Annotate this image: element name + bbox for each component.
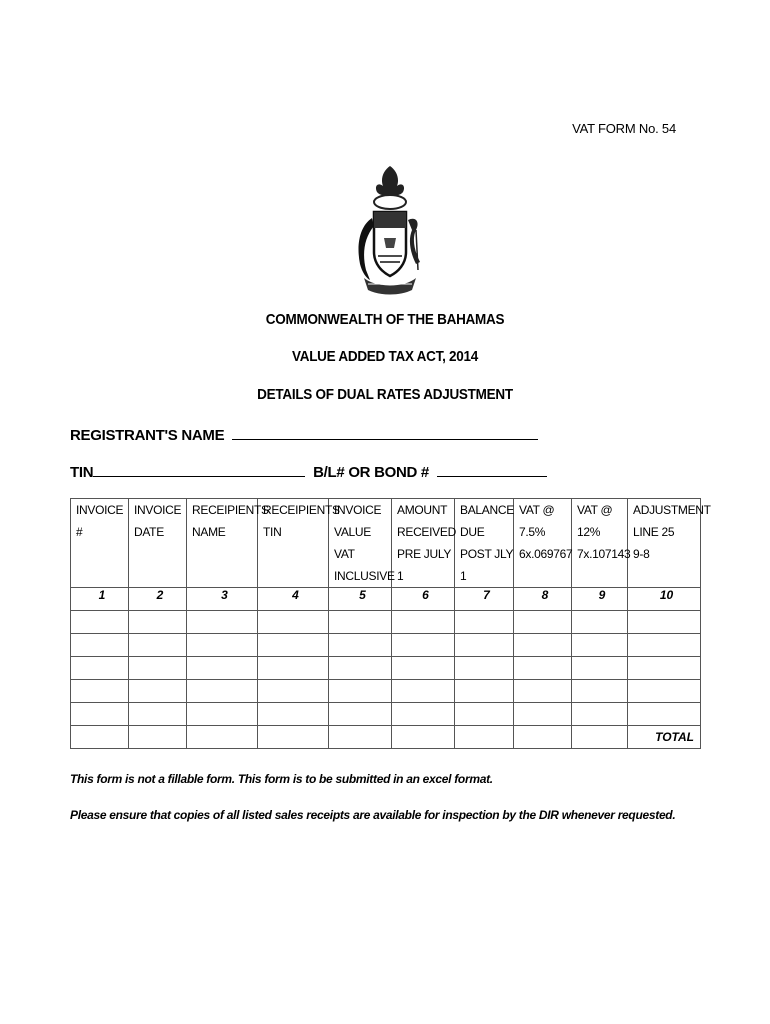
table-cell	[455, 680, 514, 703]
column-header-line: 7x.107143	[577, 547, 631, 561]
column-number-4: 4	[258, 588, 329, 611]
column-header-line: AMOUNT	[397, 503, 448, 517]
table-cell	[455, 634, 514, 657]
table-cell	[392, 726, 455, 749]
table-cell	[514, 703, 572, 726]
table-cell	[329, 680, 392, 703]
form-number: VAT FORM No. 54	[572, 121, 676, 136]
table-cell	[628, 703, 701, 726]
table-cell	[329, 703, 392, 726]
table-cell	[187, 634, 258, 657]
table-cell	[514, 680, 572, 703]
column-header-3	[187, 499, 269, 588]
registrant-name-blank	[232, 425, 538, 440]
registrant-name-row	[70, 425, 538, 444]
table-cell	[71, 611, 129, 634]
heading-commonwealth: COMMONWEALTH OF THE BAHAMAS	[265, 311, 505, 328]
column-header-line: DUE	[460, 525, 485, 539]
column-header-line: POST JLY 1	[460, 547, 513, 583]
coat-of-arms-emblem	[350, 160, 430, 300]
table-cell	[129, 726, 187, 749]
table-cell	[187, 680, 258, 703]
table-cell	[572, 703, 628, 726]
column-header-line: INVOICE	[334, 503, 382, 517]
column-number-2: 2	[129, 588, 187, 611]
table-cell	[628, 611, 701, 634]
table-cell	[514, 726, 572, 749]
table-cell	[628, 634, 701, 657]
column-header-8	[514, 499, 572, 588]
table-cell	[572, 726, 628, 749]
table-cell	[329, 611, 392, 634]
column-number-3: 3	[187, 588, 258, 611]
table-cell	[129, 634, 187, 657]
table-cell	[129, 703, 187, 726]
table-row	[71, 611, 701, 634]
table-cell	[258, 703, 329, 726]
table-cell	[129, 611, 187, 634]
table-cell	[628, 680, 701, 703]
table-cell	[71, 703, 129, 726]
heading-form-title: DETAILS OF DUAL RATES ADJUSTMENT	[257, 386, 513, 403]
column-header-line: 7.5%	[519, 525, 546, 539]
table-cell	[187, 657, 258, 680]
table-row	[71, 680, 701, 703]
table-cell	[455, 726, 514, 749]
column-header-6	[392, 499, 455, 588]
table-cell	[572, 611, 628, 634]
tin-label: TIN	[70, 464, 94, 481]
column-header-4	[258, 499, 340, 588]
column-header-5	[329, 499, 395, 588]
column-header-2	[129, 499, 187, 588]
table-cell	[258, 680, 329, 703]
column-header-line: INCLUSIVE	[334, 569, 395, 583]
table-cell	[258, 634, 329, 657]
table-cell	[392, 634, 455, 657]
adjustment-table	[70, 498, 711, 749]
column-header-line: LINE 25	[633, 525, 675, 539]
tin-blank	[93, 462, 305, 477]
registrant-name-label: REGISTRANT'S NAME	[70, 427, 225, 444]
table-cell	[455, 657, 514, 680]
column-number-9: 9	[572, 588, 628, 611]
column-header-line: RECEIPIENTS	[192, 503, 269, 517]
table-cell	[392, 680, 455, 703]
table-cell	[258, 657, 329, 680]
column-header-line: DATE	[134, 525, 164, 539]
table-cell	[392, 657, 455, 680]
tin-row	[70, 462, 547, 481]
table-cell	[71, 680, 129, 703]
column-header-line: BALANCE	[460, 503, 514, 517]
column-header-line: INVOICE #	[76, 503, 124, 539]
column-header-line: VALUE VAT	[334, 525, 371, 561]
table-cell	[129, 657, 187, 680]
table-cell	[329, 657, 392, 680]
table-cell	[258, 726, 329, 749]
column-header-1	[71, 499, 129, 588]
note-not-fillable: This form is not a fillable form. This form is to be submitted in an excel format.	[70, 772, 493, 786]
table-cell	[572, 634, 628, 657]
table-cell	[514, 634, 572, 657]
total-label: TOTAL	[628, 726, 701, 749]
table-cell	[71, 634, 129, 657]
table-cell	[455, 703, 514, 726]
table-cell	[329, 726, 392, 749]
table-cell	[392, 703, 455, 726]
column-header-line: INVOICE	[134, 503, 182, 517]
table-cell	[187, 611, 258, 634]
column-number-6: 6	[392, 588, 455, 611]
table-row	[71, 657, 701, 680]
column-header-line: PRE JULY 1	[397, 547, 451, 583]
table-cell	[187, 703, 258, 726]
column-number-5: 5	[329, 588, 392, 611]
column-header-line: 6x.069767	[519, 547, 573, 561]
column-number-7: 7	[455, 588, 514, 611]
table-cell	[187, 726, 258, 749]
column-number-8: 8	[514, 588, 572, 611]
column-header-line: RECEIPIENTS	[263, 503, 340, 517]
table-cell	[455, 611, 514, 634]
column-number-10: 10	[628, 588, 701, 611]
table-row	[71, 634, 701, 657]
column-header-line: 9-8	[633, 547, 650, 561]
column-header-line: RECEIVED	[397, 525, 456, 539]
column-header-10	[628, 499, 711, 588]
bl-bond-label: B/L# OR BOND #	[313, 464, 429, 481]
table-cell	[628, 657, 701, 680]
bl-bond-blank	[437, 462, 547, 477]
column-header-line: VAT @	[577, 503, 613, 517]
column-header-7	[455, 499, 514, 588]
table-row	[71, 703, 701, 726]
table-cell	[258, 611, 329, 634]
table-column-number-row	[71, 588, 701, 611]
table-cell	[572, 657, 628, 680]
table-cell	[329, 634, 392, 657]
column-header-line: 12%	[577, 525, 601, 539]
table-cell	[514, 657, 572, 680]
table-cell	[71, 726, 129, 749]
table-cell	[129, 680, 187, 703]
column-header-line: VAT @	[519, 503, 555, 517]
column-header-line: TIN	[263, 525, 282, 539]
column-header-line: ADJUSTMENT	[633, 503, 711, 517]
note-receipts-inspection: Please ensure that copies of all listed sales receipts are available for inspection by the DIR whenever requested.	[70, 808, 676, 822]
column-number-1: 1	[71, 588, 129, 611]
table-cell	[572, 680, 628, 703]
column-header-line: NAME	[192, 525, 226, 539]
column-header-9	[572, 499, 631, 588]
table-total-row	[71, 726, 701, 749]
table-header-row	[71, 499, 701, 588]
heading-vat-act: VALUE ADDED TAX ACT, 2014	[291, 348, 479, 365]
table-cell	[71, 657, 129, 680]
table-cell	[392, 611, 455, 634]
table-cell	[514, 611, 572, 634]
